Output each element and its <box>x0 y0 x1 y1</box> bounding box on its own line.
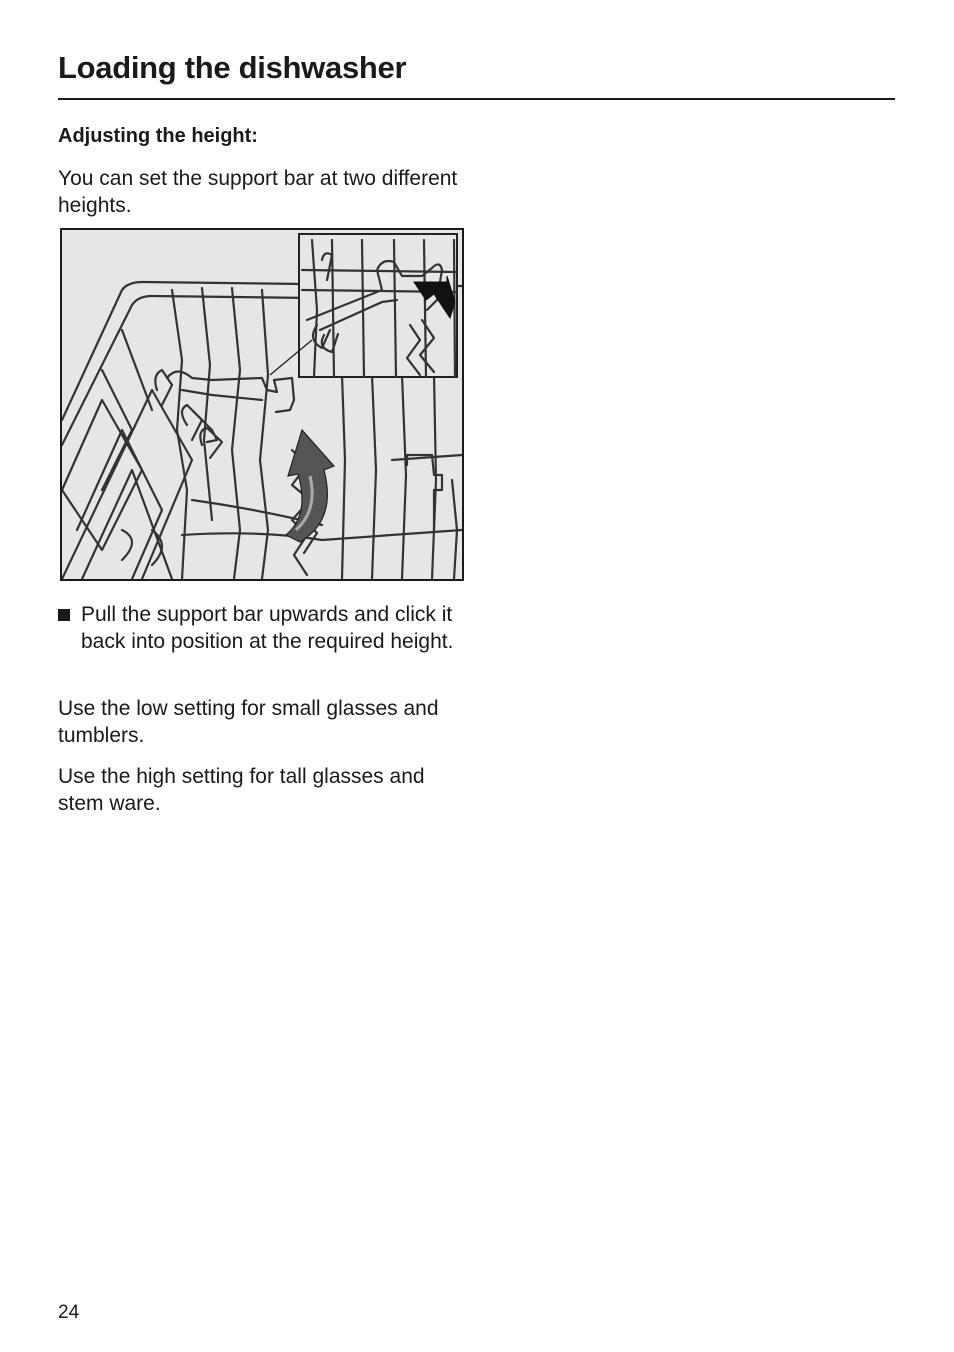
support-bar-illustration <box>60 228 464 581</box>
low-setting-paragraph: Use the low setting for small glasses and tumblers. <box>58 697 439 747</box>
title-divider <box>58 98 895 100</box>
bullet-square-icon <box>58 609 70 621</box>
section-heading: Adjusting the height: <box>58 125 258 147</box>
detail-inset-icon <box>270 234 457 377</box>
page-number: 24 <box>58 1302 80 1323</box>
dishwasher-basket-icon <box>62 230 462 579</box>
high-setting-paragraph: Use the high setting for tall glasses and stem ware. <box>58 765 425 815</box>
bullet-text: Pull the support bar upwards and click it back into position at the required height. <box>81 603 454 653</box>
intro-paragraph: You can set the support bar at two different heights. <box>58 167 458 217</box>
page-title: Loading the dishwasher <box>58 50 407 85</box>
